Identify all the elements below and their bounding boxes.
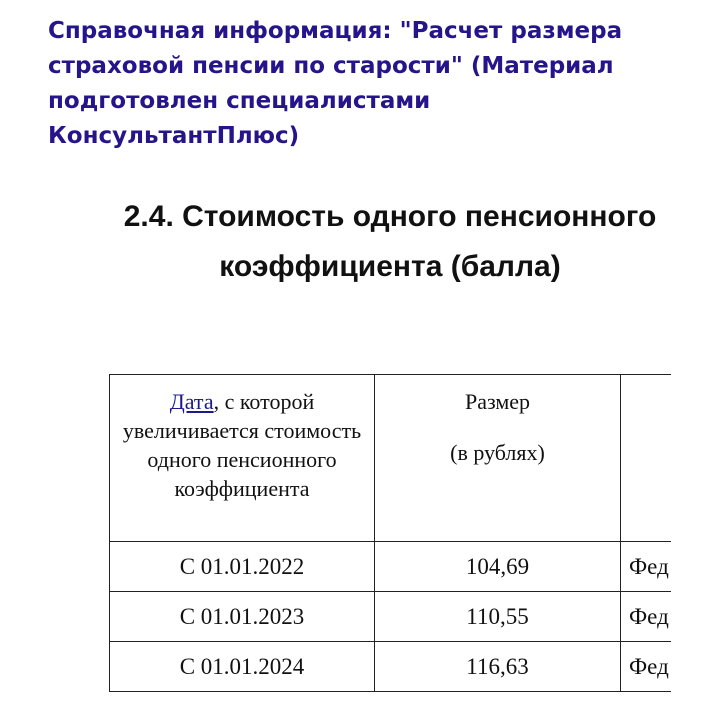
date-term-link[interactable]: Дата [169,389,214,414]
row-basis: Фед [621,642,672,692]
pension-coefficient-table [109,374,671,692]
row-basis: Фед [621,542,672,592]
header-date [110,375,375,542]
section-heading: 2.4. Стоимость одного пенсионного коэффициента (балла) [123,200,657,283]
row-value: 116,63 [375,642,621,692]
header-date-text: , с которой увеличивается стоимость одного пенсионного коэффициента [122,389,362,501]
row-date: С 01.01.2022 [110,542,375,592]
header-basis [621,375,672,542]
rates-table-container [109,374,671,704]
row-basis: Фед [621,592,672,642]
row-date: С 01.01.2024 [110,642,375,692]
row-value: 104,69 [375,542,621,592]
table-row [110,642,672,692]
header-size-unit: (в рублях) [450,440,545,465]
table-row [110,542,672,592]
row-date: С 01.01.2023 [110,592,375,642]
table-header-row [110,375,672,542]
row-value: 110,55 [375,592,621,642]
header-size [375,375,621,542]
document-title-link[interactable]: Справочная информация: "Расчет размера страховой пенсии по старости" (Материал подготовлен специалистами КонсультантПлюс) [48,18,623,149]
header-size-label: Размер [464,389,531,414]
table-row [110,592,672,642]
